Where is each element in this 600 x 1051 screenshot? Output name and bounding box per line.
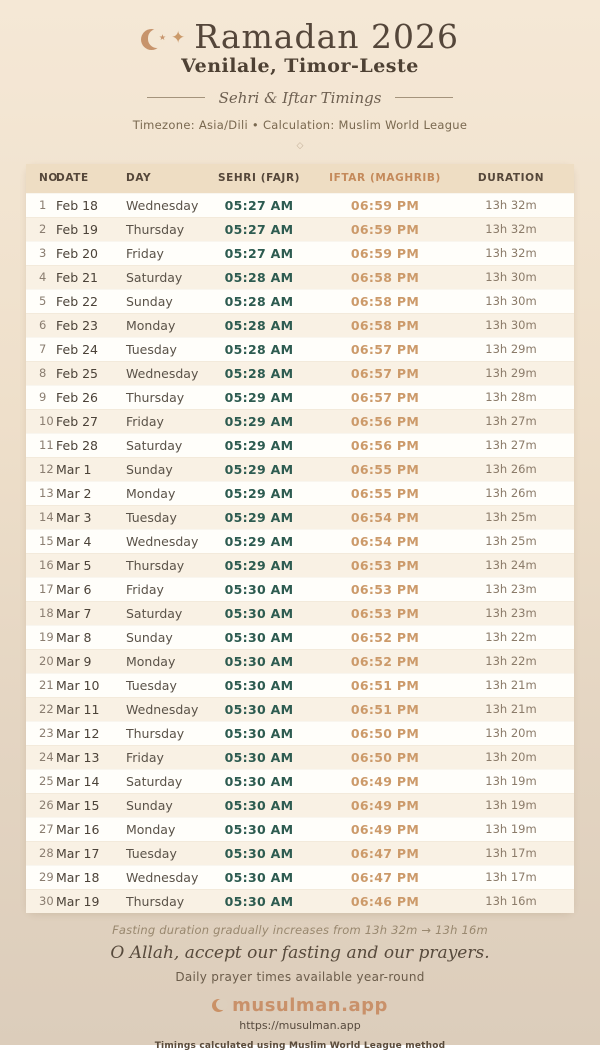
row-duration: 13h 21m <box>485 702 537 717</box>
row-number: 10 <box>39 414 54 429</box>
brand-crescent-icon <box>212 999 225 1012</box>
table-row <box>26 433 574 457</box>
sparkle-icon: ✦ <box>170 28 186 49</box>
row-duration: 13h 30m <box>485 270 537 285</box>
row-date: Mar 17 <box>56 845 100 861</box>
row-sehri-time: 05:28 AM <box>224 317 294 333</box>
row-number: 16 <box>39 558 54 573</box>
table-row <box>26 481 574 505</box>
row-number: 8 <box>39 366 47 381</box>
row-duration: 13h 30m <box>485 318 537 333</box>
row-day: Friday <box>126 413 164 429</box>
row-sehri-time: 05:28 AM <box>224 293 294 309</box>
row-date: Feb 20 <box>56 245 99 261</box>
row-date: Feb 18 <box>56 197 99 213</box>
fasting-duration-note: Fasting duration gradually increases from 13h 32m → 13h 16m <box>112 922 488 937</box>
row-day: Wednesday <box>126 869 199 885</box>
row-duration: 13h 20m <box>485 750 537 765</box>
row-iftar-time: 06:50 PM <box>350 749 420 765</box>
row-duration: 13h 29m <box>485 366 537 381</box>
divider-line-left <box>147 97 205 98</box>
row-sehri-time: 05:30 AM <box>224 725 294 741</box>
row-number: 19 <box>39 630 54 645</box>
row-day: Tuesday <box>126 509 177 525</box>
row-number: 1 <box>39 198 47 213</box>
brand-row <box>0 995 600 1016</box>
row-number: 26 <box>39 798 54 813</box>
row-day: Saturday <box>126 269 183 285</box>
table-row <box>26 385 574 409</box>
row-iftar-time: 06:53 PM <box>350 557 420 573</box>
header <box>0 0 600 151</box>
row-date: Mar 18 <box>56 869 100 885</box>
row-duration: 13h 32m <box>485 246 537 261</box>
row-duration: 13h 25m <box>485 534 537 549</box>
row-sehri-time: 05:30 AM <box>224 629 294 645</box>
row-iftar-time: 06:51 PM <box>350 677 420 693</box>
row-date: Mar 19 <box>56 893 100 909</box>
row-date: Feb 22 <box>56 293 99 309</box>
column-header-duration: DURATION <box>477 172 545 185</box>
row-number: 17 <box>39 582 54 597</box>
row-date: Mar 6 <box>56 581 92 597</box>
row-duration: 13h 23m <box>485 582 537 597</box>
row-date: Mar 4 <box>56 533 92 549</box>
tiny-star-icon: ★ <box>158 32 166 42</box>
row-date: Mar 14 <box>56 773 100 789</box>
row-date: Feb 28 <box>56 437 99 453</box>
row-date: Mar 9 <box>56 653 92 669</box>
table-row <box>26 505 574 529</box>
divider-line-right <box>395 97 453 98</box>
row-sehri-time: 05:30 AM <box>224 605 294 621</box>
page-title: Ramadan 2026 <box>194 17 460 56</box>
location-subtitle: Venilale, Timor-Leste <box>181 54 419 77</box>
row-duration: 13h 16m <box>485 894 537 909</box>
table-row <box>26 817 574 841</box>
row-day: Thursday <box>126 893 185 909</box>
column-header-sehri: SEHRI (FAJR) <box>217 172 301 185</box>
row-number: 14 <box>39 510 54 525</box>
row-date: Feb 19 <box>56 221 99 237</box>
row-sehri-time: 05:30 AM <box>224 869 294 885</box>
row-iftar-time: 06:56 PM <box>350 437 420 453</box>
row-day: Saturday <box>126 773 183 789</box>
table-row <box>26 745 574 769</box>
row-sehri-time: 05:30 AM <box>224 701 294 717</box>
table-row <box>26 577 574 601</box>
table-row <box>26 697 574 721</box>
availability-note: Daily prayer times available year-round <box>175 969 425 984</box>
row-day: Friday <box>126 749 164 765</box>
divider-label: Sehri & Iftar Timings <box>218 88 382 107</box>
row-duration: 13h 25m <box>485 510 537 525</box>
row-day: Tuesday <box>126 845 177 861</box>
row-number: 30 <box>39 894 54 909</box>
row-iftar-time: 06:59 PM <box>350 245 420 261</box>
row-number: 24 <box>39 750 54 765</box>
row-sehri-time: 05:30 AM <box>224 797 294 813</box>
row-sehri-time: 05:28 AM <box>224 365 294 381</box>
row-number: 27 <box>39 822 54 837</box>
row-number: 20 <box>39 654 54 669</box>
row-iftar-time: 06:46 PM <box>350 893 420 909</box>
row-sehri-time: 05:30 AM <box>224 749 294 765</box>
table-row <box>26 673 574 697</box>
table-row <box>26 217 574 241</box>
row-number: 11 <box>39 438 54 453</box>
row-number: 28 <box>39 846 54 861</box>
row-day: Monday <box>126 485 176 501</box>
table-row <box>26 865 574 889</box>
row-duration: 13h 32m <box>485 222 537 237</box>
row-duration: 13h 23m <box>485 606 537 621</box>
row-sehri-time: 05:29 AM <box>224 437 294 453</box>
table-row <box>26 721 574 745</box>
row-day: Sunday <box>126 461 173 477</box>
row-iftar-time: 06:55 PM <box>350 461 420 477</box>
row-date: Mar 5 <box>56 557 92 573</box>
table-row <box>26 457 574 481</box>
row-duration: 13h 21m <box>485 678 537 693</box>
row-number: 6 <box>39 318 47 333</box>
row-iftar-time: 06:47 PM <box>350 845 420 861</box>
row-number: 3 <box>39 246 47 261</box>
row-duration: 13h 28m <box>485 390 537 405</box>
section-divider <box>0 89 600 107</box>
row-iftar-time: 06:53 PM <box>350 605 420 621</box>
row-day: Tuesday <box>126 677 177 693</box>
row-sehri-time: 05:28 AM <box>224 269 294 285</box>
row-duration: 13h 32m <box>485 198 537 213</box>
row-sehri-time: 05:29 AM <box>224 413 294 429</box>
row-number: 18 <box>39 606 54 621</box>
table-row <box>26 337 574 361</box>
row-number: 23 <box>39 726 54 741</box>
row-day: Sunday <box>126 797 173 813</box>
row-sehri-time: 05:29 AM <box>224 557 294 573</box>
row-iftar-time: 06:57 PM <box>350 389 420 405</box>
row-day: Wednesday <box>126 365 199 381</box>
timezone-calculation-line: Timezone: Asia/Dili • Calculation: Muslim World League <box>132 117 468 132</box>
table-row <box>26 625 574 649</box>
row-number: 9 <box>39 390 47 405</box>
table-row <box>26 289 574 313</box>
table-row <box>26 553 574 577</box>
row-iftar-time: 06:49 PM <box>350 797 420 813</box>
row-date: Feb 26 <box>56 389 99 405</box>
table-row <box>26 841 574 865</box>
row-number: 13 <box>39 486 54 501</box>
row-number: 7 <box>39 342 47 357</box>
row-iftar-time: 06:54 PM <box>350 533 420 549</box>
table-header-row <box>26 164 574 193</box>
row-sehri-time: 05:27 AM <box>224 245 294 261</box>
row-sehri-time: 05:30 AM <box>224 821 294 837</box>
row-number: 15 <box>39 534 54 549</box>
row-date: Mar 16 <box>56 821 100 837</box>
row-number: 12 <box>39 462 54 477</box>
timings-table <box>26 164 574 913</box>
column-header-iftar: IFTAR (MAGHRIB) <box>329 172 441 185</box>
row-day: Monday <box>126 821 176 837</box>
calculation-method-note: Timings calculated using Muslim World League method <box>154 1040 446 1051</box>
table-row <box>26 241 574 265</box>
row-date: Mar 7 <box>56 605 92 621</box>
row-iftar-time: 06:57 PM <box>350 365 420 381</box>
row-day: Thursday <box>126 221 185 237</box>
row-duration: 13h 20m <box>485 726 537 741</box>
row-day: Monday <box>126 317 176 333</box>
table-row <box>26 361 574 385</box>
row-day: Sunday <box>126 629 173 645</box>
table-row <box>26 265 574 289</box>
row-iftar-time: 06:49 PM <box>350 773 420 789</box>
row-iftar-time: 06:50 PM <box>350 725 420 741</box>
table-row <box>26 601 574 625</box>
row-duration: 13h 26m <box>485 486 537 501</box>
title-row <box>0 17 600 56</box>
row-day: Sunday <box>126 293 173 309</box>
row-duration: 13h 19m <box>485 822 537 837</box>
row-iftar-time: 06:58 PM <box>350 269 420 285</box>
row-duration: 13h 30m <box>485 294 537 309</box>
row-sehri-time: 05:30 AM <box>224 893 294 909</box>
row-sehri-time: 05:30 AM <box>224 845 294 861</box>
row-number: 22 <box>39 702 54 717</box>
row-sehri-time: 05:29 AM <box>224 461 294 477</box>
row-sehri-time: 05:29 AM <box>224 389 294 405</box>
row-sehri-time: 05:28 AM <box>224 341 294 357</box>
row-day: Wednesday <box>126 533 199 549</box>
footer <box>0 923 600 1051</box>
dua-quote: O Allah, accept our fasting and our prayers. <box>110 942 490 963</box>
row-duration: 13h 19m <box>485 798 537 813</box>
row-sehri-time: 05:27 AM <box>224 197 294 213</box>
row-duration: 13h 17m <box>485 846 537 861</box>
row-number: 29 <box>39 870 54 885</box>
table-row <box>26 889 574 913</box>
row-number: 2 <box>39 222 47 237</box>
row-day: Tuesday <box>126 341 177 357</box>
row-day: Thursday <box>126 389 185 405</box>
row-sehri-time: 05:29 AM <box>224 533 294 549</box>
table-row <box>26 529 574 553</box>
row-iftar-time: 06:52 PM <box>350 629 420 645</box>
brand-url-link[interactable]: https://musulman.app <box>239 1018 361 1032</box>
row-day: Friday <box>126 581 164 597</box>
column-header-day: DAY <box>126 172 152 185</box>
row-duration: 13h 26m <box>485 462 537 477</box>
row-iftar-time: 06:47 PM <box>350 869 420 885</box>
row-sehri-time: 05:30 AM <box>224 773 294 789</box>
row-iftar-time: 06:54 PM <box>350 509 420 525</box>
row-sehri-time: 05:29 AM <box>224 485 294 501</box>
diamond-icon: ◇ <box>296 140 304 151</box>
row-day: Monday <box>126 653 176 669</box>
row-sehri-time: 05:27 AM <box>224 221 294 237</box>
row-iftar-time: 06:59 PM <box>350 221 420 237</box>
row-number: 21 <box>39 678 54 693</box>
table-row <box>26 313 574 337</box>
row-number: 5 <box>39 294 47 309</box>
crescent-moon-icon <box>141 29 166 50</box>
row-sehri-time: 05:30 AM <box>224 581 294 597</box>
row-date: Mar 1 <box>56 461 92 477</box>
row-day: Thursday <box>126 725 185 741</box>
row-duration: 13h 29m <box>485 342 537 357</box>
table-row <box>26 649 574 673</box>
row-day: Wednesday <box>126 197 199 213</box>
row-iftar-time: 06:56 PM <box>350 413 420 429</box>
row-date: Mar 15 <box>56 797 100 813</box>
row-iftar-time: 06:53 PM <box>350 581 420 597</box>
row-date: Mar 11 <box>56 701 100 717</box>
row-date: Mar 8 <box>56 629 92 645</box>
brand-link[interactable]: musulman.app <box>232 994 388 1016</box>
column-header-date: DATE <box>56 172 89 185</box>
row-day: Friday <box>126 245 164 261</box>
row-date: Mar 13 <box>56 749 100 765</box>
table-row <box>26 409 574 433</box>
row-iftar-time: 06:58 PM <box>350 317 420 333</box>
row-duration: 13h 27m <box>485 438 537 453</box>
row-iftar-time: 06:52 PM <box>350 653 420 669</box>
table-body <box>26 193 574 913</box>
row-date: Feb 21 <box>56 269 99 285</box>
row-duration: 13h 17m <box>485 870 537 885</box>
row-number: 4 <box>39 270 47 285</box>
row-iftar-time: 06:51 PM <box>350 701 420 717</box>
row-date: Feb 25 <box>56 365 99 381</box>
column-header-no: NO. <box>39 172 63 185</box>
row-day: Saturday <box>126 605 183 621</box>
row-date: Mar 3 <box>56 509 92 525</box>
row-duration: 13h 22m <box>485 654 537 669</box>
row-duration: 13h 19m <box>485 774 537 789</box>
table-row <box>26 793 574 817</box>
row-sehri-time: 05:30 AM <box>224 677 294 693</box>
row-day: Saturday <box>126 437 183 453</box>
row-date: Mar 12 <box>56 725 100 741</box>
row-date: Feb 23 <box>56 317 99 333</box>
row-date: Feb 27 <box>56 413 99 429</box>
row-date: Mar 10 <box>56 677 100 693</box>
row-date: Feb 24 <box>56 341 99 357</box>
row-iftar-time: 06:55 PM <box>350 485 420 501</box>
row-number: 25 <box>39 774 54 789</box>
row-duration: 13h 27m <box>485 414 537 429</box>
row-iftar-time: 06:59 PM <box>350 197 420 213</box>
table-row <box>26 769 574 793</box>
row-iftar-time: 06:49 PM <box>350 821 420 837</box>
row-sehri-time: 05:30 AM <box>224 653 294 669</box>
row-iftar-time: 06:58 PM <box>350 293 420 309</box>
table-row <box>26 193 574 217</box>
row-day: Wednesday <box>126 701 199 717</box>
row-sehri-time: 05:29 AM <box>224 509 294 525</box>
row-iftar-time: 06:57 PM <box>350 341 420 357</box>
row-duration: 13h 22m <box>485 630 537 645</box>
row-duration: 13h 24m <box>485 558 537 573</box>
row-day: Thursday <box>126 557 185 573</box>
row-date: Mar 2 <box>56 485 92 501</box>
